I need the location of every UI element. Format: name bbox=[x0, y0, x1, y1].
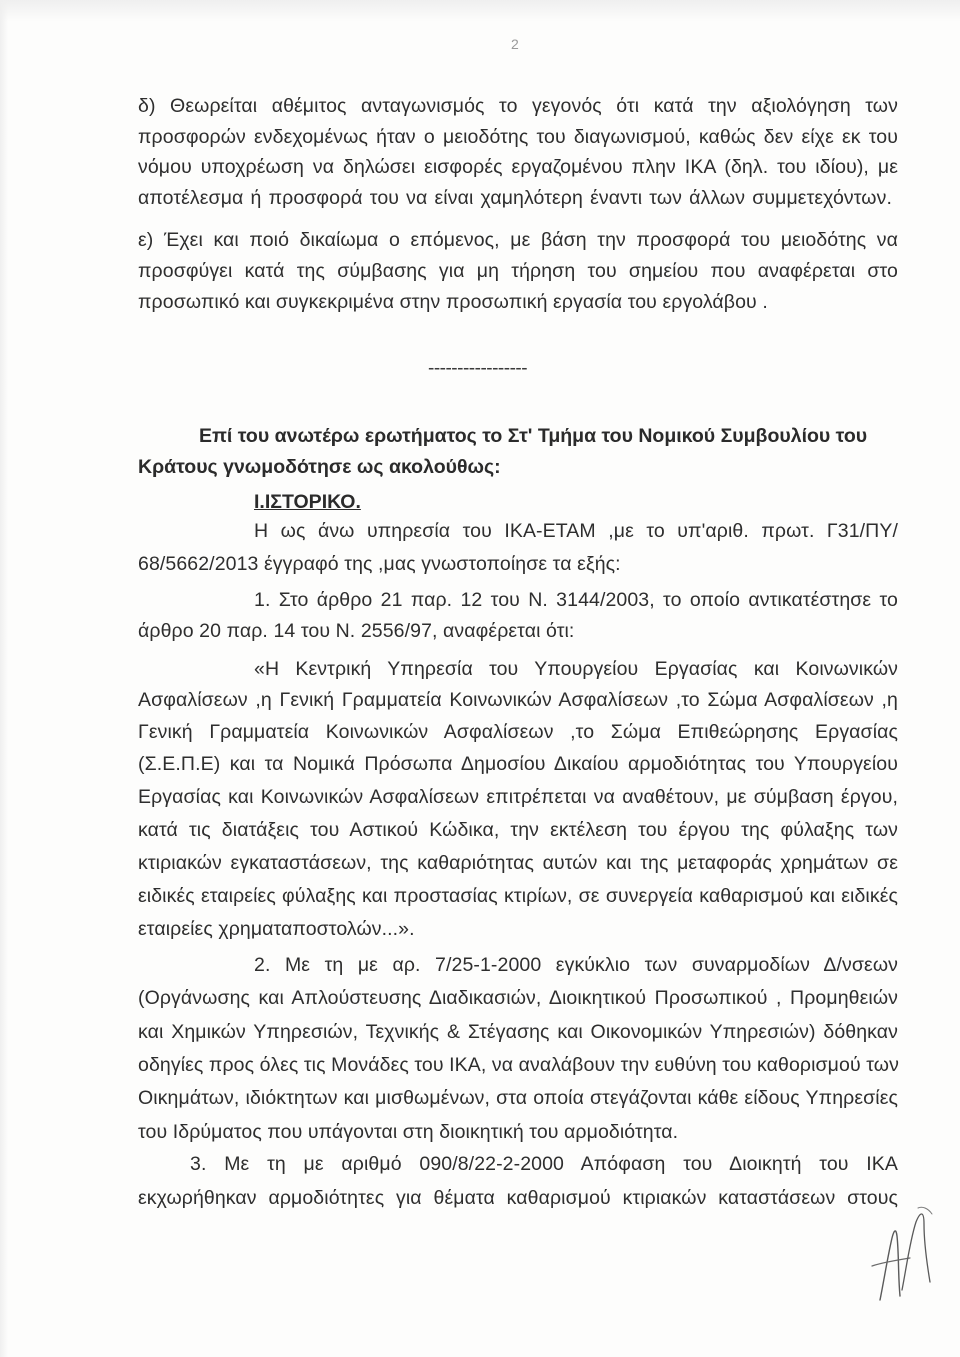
paragraph-d-line: δ) Θεωρείται αθέμιτος ανταγωνισμός το γεγονός ότι κατά την αξιολόγηση των bbox=[138, 95, 898, 117]
item-2-line: οδηγίες προς όλες τις Μονάδες του ΙΚΑ, να αναλάβουν την ευθύνη του καθορισμού των bbox=[138, 1054, 899, 1076]
section-title: Ι.ΙΣΤΟΡΙΚΟ. bbox=[254, 491, 361, 513]
paragraph-d-line: αποτέλεσμα ή προσφορά του να είναι χαμηλότερη έναντι των άλλων συμμετεχόντων. bbox=[138, 187, 892, 209]
quote-line: εταιρείες χρηματαποστολών...». bbox=[138, 918, 415, 940]
paragraph-e-line: προσωπικό και συγκεκριμένα στην προσωπική εργασία του εργολάβου . bbox=[138, 291, 768, 313]
quote-line: (Σ.Ε.Π.Ε) και τα Νομικά Πρόσωπα Δημοσίου Δικαίου αρμοδιότητας του Υπουργείου bbox=[138, 753, 898, 775]
paragraph-e-line: ε) Έχει και ποιό δικαίωμα ο επόμενος, με βάση την προσφορά του μειοδότης να bbox=[138, 229, 898, 251]
item-3-line: εκχωρήθηκαν αρμοδιότητες για θέματα καθαρισμού κτιριακών καταστάσεων στους bbox=[138, 1187, 898, 1209]
paragraph-d-line: νόμου υποχρέωση να δηλώσει εισφορές εργαζομένου πλην ΙΚΑ (δηλ. του ιδίου), με bbox=[138, 156, 898, 178]
paragraph-e-line: προσφύγει κατά της σύμβασης για μη τήρηση του σημείου που αναφέρεται στο bbox=[138, 260, 898, 282]
quote-line: ειδικές εταιρείες φύλαξης και προστασίας κτιρίων, σε συνεργεία καθαρισμού και ειδικές bbox=[138, 885, 898, 907]
handwritten-initials bbox=[858, 1200, 938, 1310]
opinion-heading-line: Κράτους γνωμοδότησε ως ακολούθως: bbox=[138, 456, 501, 478]
scan-shadow-top bbox=[0, 0, 960, 22]
top-mark: 2 bbox=[511, 36, 519, 52]
item-1-line: άρθρο 20 παρ. 14 του Ν. 2556/97, αναφέρεται ότι: bbox=[138, 620, 575, 642]
item-2-line: 2. Με τη με αρ. 7/25-1-2000 εγκύκλιο των συναρμοδίων Δ/νσεων bbox=[254, 954, 898, 976]
paragraph-d-line: προσφορών ενδεχομένως ήταν ο μειοδότης του διαγωνισμού, καθώς δεν είχε εκ του bbox=[138, 126, 898, 148]
quote-line: κατά τις διατάξεις του Αστικού Κώδικα, την εκτέλεση του έργου της φύλαξης των bbox=[138, 819, 898, 841]
item-3-line: 3. Με τη με αριθμό 090/8/22-2-2000 Απόφαση του Διοικητή του ΙΚΑ bbox=[190, 1153, 898, 1175]
item-2-line: και Χημικών Υπηρεσιών, Τεχνικής & Στέγασης και Οικονομικών Υπηρεσιών) δόθηκαν bbox=[138, 1021, 898, 1043]
item-1-line: 1. Στο άρθρο 21 παρ. 12 του Ν. 3144/2003, το οποίο αντικατέστησε το bbox=[254, 589, 898, 611]
item-2-line: Οικημάτων, ιδιόκτητων και μισθωμένων, στα οποία στεγάζονται κάθε είδους Υπηρεσίες bbox=[138, 1087, 898, 1109]
item-2-line: (Οργάνωσης και Απλούστευσης Διαδικασιών, Διοικητικού Προσωπικού , Προμηθειών bbox=[138, 987, 898, 1009]
opinion-heading-line: Επί του ανωτέρω ερωτήματος το Στ' Τμήμα του Νομικού Συμβουλίου του bbox=[199, 425, 868, 447]
quote-line: Ασφαλίσεων ,η Γενική Γραμματεία Κοινωνικών Ασφαλίσεων ,το Σώμα Ασφαλίσεων ,η bbox=[138, 689, 898, 711]
quote-line: Εργασίας και Κοινωνικών Ασφαλίσεων επιτρέπεται να αναθέτουν, με σύμβαση έργου, bbox=[138, 786, 898, 808]
section-divider: ----------------- bbox=[428, 358, 528, 379]
intro-line: Η ως άνω υπηρεσία του ΙΚΑ-ΕΤΑΜ ,με το υπ'αριθ. πρωτ. Γ31/ΠΥ/ bbox=[254, 520, 898, 542]
intro-line: 68/5662/2013 έγγραφό της ,μας γνωστοποίησε τα εξής: bbox=[138, 553, 621, 575]
item-2-line: του Ιδρύματος που υπάγονται στη διοικητική του αρμοδιότητα. bbox=[138, 1121, 679, 1143]
quote-line: κτιριακών εγκαταστάσεων, της καθαριότητας αυτών και της μεταφοράς χρημάτων σε bbox=[138, 852, 898, 874]
quote-line: Γενική Γραμματεία Κοινωνικών Ασφαλίσεων ,το Σώμα Επιθεώρησης Εργασίας bbox=[138, 721, 898, 743]
quote-line: «Η Κεντρική Υπηρεσία του Υπουργείου Εργασίας και Κοινωνικών bbox=[254, 658, 898, 680]
scan-shadow-left bbox=[0, 0, 8, 1357]
